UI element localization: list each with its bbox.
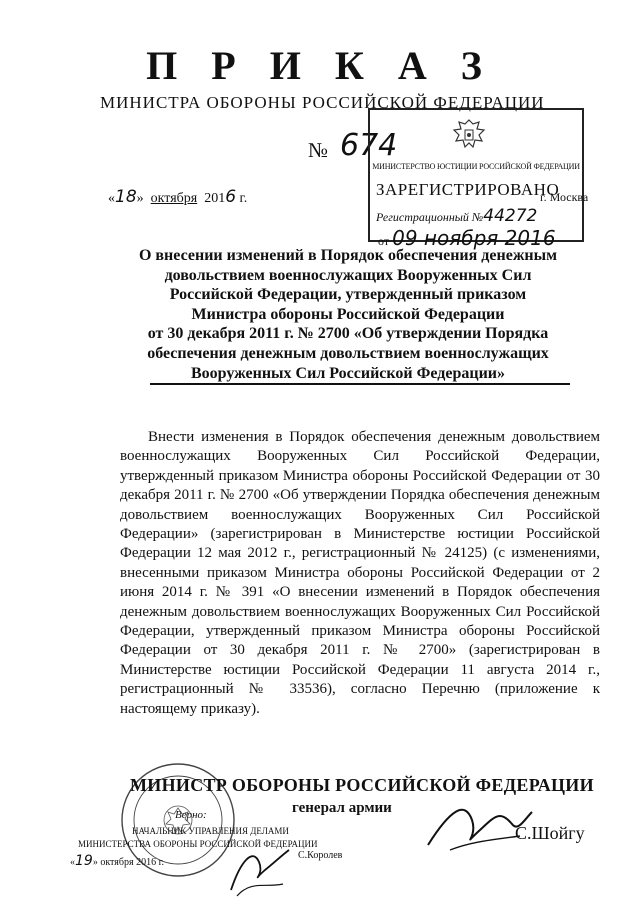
registration-stamp <box>368 108 584 250</box>
certification-date: «19» октября 2016 г. <box>70 853 165 869</box>
certification-chief: НАЧАЛЬНИК УПРАВЛЕНИЯ ДЕЛАМИ <box>132 826 289 836</box>
signature-name: С.Шойгу <box>515 823 585 843</box>
date-year-digit: 6 <box>225 187 237 207</box>
stamp-date-value: 09 ноября 2016 <box>392 226 556 250</box>
order-date <box>108 187 247 207</box>
order-number-label: № <box>308 138 329 162</box>
date-year-suffix: г. <box>239 191 248 206</box>
certification-name: С.Королев <box>298 850 343 861</box>
stamp-ministry: МИНИСТЕРСТВО ЮСТИЦИИ РОССИЙСКОЙ ФЕДЕРАЦИИ <box>372 162 580 171</box>
stamp-regnum-value: 44272 <box>483 206 538 226</box>
stamp-regnum <box>376 206 537 226</box>
date-close-quote: » <box>136 191 144 206</box>
date-open-quote: « <box>108 191 115 206</box>
state-emblem-icon <box>448 116 490 156</box>
date-day: 18 <box>115 187 137 207</box>
heading-line: довольствием военнослужащих Вооруженных Сил <box>164 266 532 284</box>
order-number: 674 <box>340 128 398 163</box>
heading-line: обеспечения денежным довольствием военнослужащих <box>147 344 549 362</box>
issuer-line: МИНИСТРА ОБОРОНЫ РОССИЙСКОЙ ФЕДЕРАЦИИ <box>100 93 545 112</box>
heading-line: Российской Федерации, утвержденный приказом <box>169 286 527 304</box>
stamp-status: ЗАРЕГИСТРИРОВАНО <box>376 180 560 199</box>
certification-date-rest: октября 2016 г. <box>100 857 165 868</box>
heading-line: Вооруженных Сил Российской Федерации» <box>190 364 506 382</box>
heading-divider <box>150 383 570 385</box>
stamp-date-label: от <box>378 234 390 248</box>
certification-date-day: 19 <box>75 853 93 869</box>
document-title: П Р И К А З <box>146 43 494 88</box>
order-body-paragraph: Внести изменения в Порядок обеспечения денежным довольствием военнослужащих Вооруженных Сил Российской Федерации, утвержденный приказом Министра обороны Российской Федерации от 30 декабря 2011 г. № 2700 «Об утверждении Порядка обеспечения денежным довольствием военнослужащих Вооруженных Сил Российской Федерации» (зарегистрирован в Министерстве юстиции Российской Федерации 12 мая 2012 г., регистрационный № 24125) (с изменениями, внесенными приказом Министра обороны Российской Федерации от 2 июня 2014 г. № 391 «О внесении изменений в Порядок обеспечения денежным довольствием военнослужащих Вооруженных Сил Российской Федерации, утвержденный приказом Министра обороны Российской Федерации от 30 декабря 2011 г. № 2700» (зарегистрирован в Министерстве юстиции Российской Федерации 11 августа 2014 г., регистрационный № 33536), согласно Перечню (приложение к настоящему приказу). <box>120 429 600 717</box>
certifier-signature-icon <box>225 840 295 900</box>
date-month: октября <box>150 191 198 206</box>
order-heading <box>100 246 596 383</box>
signature-organization: МИНИСТР ОБОРОНЫ РОССИЙСКОЙ ФЕДЕРАЦИИ <box>130 775 594 795</box>
heading-line: Министра обороны Российской Федерации <box>191 305 505 323</box>
signature-rank: генерал армии <box>292 800 392 816</box>
certification-ministry: МИНИСТЕРСТВА ОБОРОНЫ РОССИЙСКОЙ ФЕДЕРАЦИИ <box>78 839 318 849</box>
heading-line: О внесении изменений в Порядок обеспечения денежным <box>138 247 558 264</box>
certification-verno: Верно: <box>175 809 207 821</box>
heading-line: от 30 декабря 2011 г. № 2700 «Об утверждении Порядка <box>147 325 549 343</box>
date-year-prefix: 201 <box>204 191 226 206</box>
stamp-regnum-label: Регистрационный № <box>376 210 484 224</box>
stamp-city: г. Москва <box>540 190 589 204</box>
